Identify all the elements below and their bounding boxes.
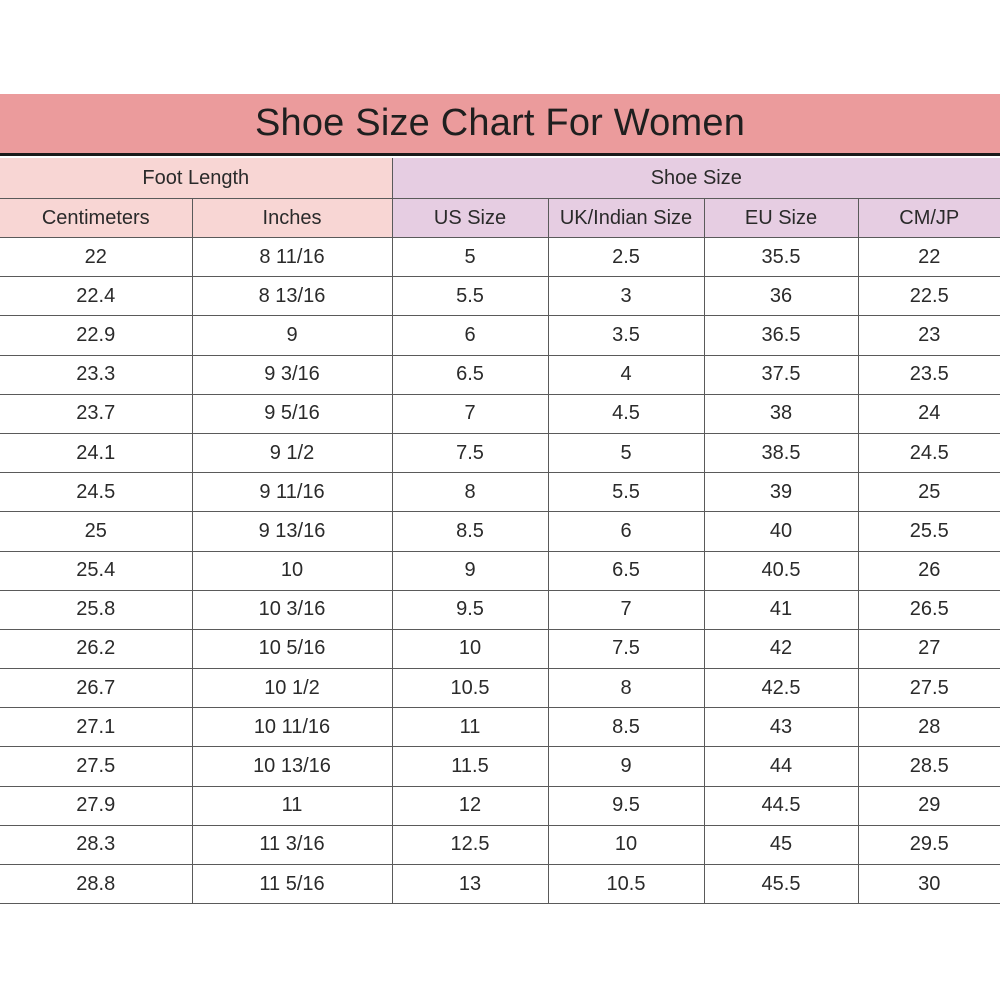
table-row — [0, 473, 1000, 512]
cell-cm-jp: 25.5 — [858, 512, 1000, 551]
group-header-row — [0, 158, 1000, 199]
column-header-row — [0, 199, 1000, 238]
cell-uk-indian-size: 6 — [548, 512, 704, 551]
cell-inches: 11 3/16 — [192, 825, 392, 864]
cell-eu-size: 39 — [704, 473, 858, 512]
column-header-eu-size: EU Size — [704, 199, 858, 238]
cell-inches: 10 3/16 — [192, 590, 392, 629]
title-bar — [0, 94, 1000, 156]
cell-inches: 9 — [192, 316, 392, 355]
cell-uk-indian-size: 9.5 — [548, 786, 704, 825]
cell-eu-size: 40.5 — [704, 551, 858, 590]
table-row — [0, 629, 1000, 668]
cell-eu-size: 45.5 — [704, 865, 858, 904]
cell-eu-size: 42 — [704, 629, 858, 668]
cell-eu-size: 40 — [704, 512, 858, 551]
column-header-cm-jp: CM/JP — [858, 199, 1000, 238]
cell-us-size: 5.5 — [392, 277, 548, 316]
table-row — [0, 277, 1000, 316]
cell-us-size: 10.5 — [392, 669, 548, 708]
cell-inches: 8 13/16 — [192, 277, 392, 316]
column-header-us-size: US Size — [392, 199, 548, 238]
cell-inches: 8 11/16 — [192, 238, 392, 277]
cell-uk-indian-size: 7.5 — [548, 629, 704, 668]
table-row — [0, 238, 1000, 277]
cell-eu-size: 36 — [704, 277, 858, 316]
cell-us-size: 9 — [392, 551, 548, 590]
table-row — [0, 433, 1000, 472]
cell-us-size: 12 — [392, 786, 548, 825]
cell-us-size: 6 — [392, 316, 548, 355]
table-row — [0, 786, 1000, 825]
cell-eu-size: 41 — [704, 590, 858, 629]
table-row — [0, 669, 1000, 708]
table-row — [0, 316, 1000, 355]
cell-centimeters: 22.4 — [0, 277, 192, 316]
cell-centimeters: 25.4 — [0, 551, 192, 590]
cell-eu-size: 36.5 — [704, 316, 858, 355]
cell-centimeters: 25 — [0, 512, 192, 551]
cell-cm-jp: 28.5 — [858, 747, 1000, 786]
cell-us-size: 12.5 — [392, 825, 548, 864]
cell-cm-jp: 27 — [858, 629, 1000, 668]
column-header-inches: Inches — [192, 199, 392, 238]
cell-cm-jp: 24.5 — [858, 433, 1000, 472]
cell-cm-jp: 23 — [858, 316, 1000, 355]
table-row — [0, 590, 1000, 629]
cell-us-size: 9.5 — [392, 590, 548, 629]
cell-inches: 9 1/2 — [192, 433, 392, 472]
table-row — [0, 355, 1000, 394]
cell-inches: 10 — [192, 551, 392, 590]
cell-cm-jp: 25 — [858, 473, 1000, 512]
table-row — [0, 551, 1000, 590]
cell-us-size: 11.5 — [392, 747, 548, 786]
size-table — [0, 158, 1000, 904]
cell-us-size: 11 — [392, 708, 548, 747]
cell-uk-indian-size: 9 — [548, 747, 704, 786]
table-row — [0, 394, 1000, 433]
cell-uk-indian-size: 3.5 — [548, 316, 704, 355]
cell-inches: 11 — [192, 786, 392, 825]
cell-eu-size: 43 — [704, 708, 858, 747]
cell-inches: 11 5/16 — [192, 865, 392, 904]
cell-us-size: 8.5 — [392, 512, 548, 551]
cell-us-size: 10 — [392, 629, 548, 668]
cell-cm-jp: 29 — [858, 786, 1000, 825]
table-row — [0, 825, 1000, 864]
cell-inches: 9 11/16 — [192, 473, 392, 512]
cell-cm-jp: 22 — [858, 238, 1000, 277]
cell-uk-indian-size: 7 — [548, 590, 704, 629]
table-row — [0, 512, 1000, 551]
cell-inches: 10 1/2 — [192, 669, 392, 708]
cell-inches: 9 13/16 — [192, 512, 392, 551]
shoe-size-group-header: Shoe Size — [392, 158, 1000, 199]
cell-cm-jp: 28 — [858, 708, 1000, 747]
cell-uk-indian-size: 8.5 — [548, 708, 704, 747]
cell-us-size: 5 — [392, 238, 548, 277]
cell-inches: 9 5/16 — [192, 394, 392, 433]
cell-uk-indian-size: 2.5 — [548, 238, 704, 277]
table-row — [0, 865, 1000, 904]
cell-cm-jp: 27.5 — [858, 669, 1000, 708]
cell-uk-indian-size: 3 — [548, 277, 704, 316]
cell-us-size: 6.5 — [392, 355, 548, 394]
cell-inches: 10 11/16 — [192, 708, 392, 747]
cell-inches: 9 3/16 — [192, 355, 392, 394]
cell-uk-indian-size: 8 — [548, 669, 704, 708]
cell-cm-jp: 23.5 — [858, 355, 1000, 394]
cell-eu-size: 44.5 — [704, 786, 858, 825]
cell-centimeters: 24.5 — [0, 473, 192, 512]
cell-eu-size: 38 — [704, 394, 858, 433]
cell-uk-indian-size: 5 — [548, 433, 704, 472]
cell-centimeters: 23.7 — [0, 394, 192, 433]
cell-inches: 10 13/16 — [192, 747, 392, 786]
cell-us-size: 7.5 — [392, 433, 548, 472]
cell-uk-indian-size: 4 — [548, 355, 704, 394]
cell-cm-jp: 26 — [858, 551, 1000, 590]
cell-cm-jp: 22.5 — [858, 277, 1000, 316]
table-row — [0, 747, 1000, 786]
cell-cm-jp: 30 — [858, 865, 1000, 904]
cell-centimeters: 27.5 — [0, 747, 192, 786]
cell-eu-size: 44 — [704, 747, 858, 786]
cell-centimeters: 22.9 — [0, 316, 192, 355]
cell-uk-indian-size: 5.5 — [548, 473, 704, 512]
cell-uk-indian-size: 10 — [548, 825, 704, 864]
cell-cm-jp: 24 — [858, 394, 1000, 433]
cell-cm-jp: 29.5 — [858, 825, 1000, 864]
cell-centimeters: 25.8 — [0, 590, 192, 629]
cell-centimeters: 27.9 — [0, 786, 192, 825]
cell-centimeters: 28.3 — [0, 825, 192, 864]
cell-eu-size: 37.5 — [704, 355, 858, 394]
cell-cm-jp: 26.5 — [858, 590, 1000, 629]
cell-centimeters: 26.2 — [0, 629, 192, 668]
cell-uk-indian-size: 6.5 — [548, 551, 704, 590]
column-header-centimeters: Centimeters — [0, 199, 192, 238]
cell-eu-size: 35.5 — [704, 238, 858, 277]
cell-inches: 10 5/16 — [192, 629, 392, 668]
cell-centimeters: 23.3 — [0, 355, 192, 394]
cell-eu-size: 38.5 — [704, 433, 858, 472]
cell-centimeters: 26.7 — [0, 669, 192, 708]
cell-us-size: 7 — [392, 394, 548, 433]
cell-centimeters: 22 — [0, 238, 192, 277]
cell-us-size: 8 — [392, 473, 548, 512]
cell-centimeters: 24.1 — [0, 433, 192, 472]
cell-eu-size: 45 — [704, 825, 858, 864]
cell-uk-indian-size: 4.5 — [548, 394, 704, 433]
cell-centimeters: 27.1 — [0, 708, 192, 747]
page-title: Shoe Size Chart For Women — [254, 102, 746, 144]
foot-length-group-header: Foot Length — [0, 158, 392, 199]
cell-centimeters: 28.8 — [0, 865, 192, 904]
cell-uk-indian-size: 10.5 — [548, 865, 704, 904]
cell-eu-size: 42.5 — [704, 669, 858, 708]
column-header-uk-indian-size: UK/Indian Size — [548, 199, 704, 238]
table-body — [0, 238, 1000, 904]
cell-us-size: 13 — [392, 865, 548, 904]
table-row — [0, 708, 1000, 747]
